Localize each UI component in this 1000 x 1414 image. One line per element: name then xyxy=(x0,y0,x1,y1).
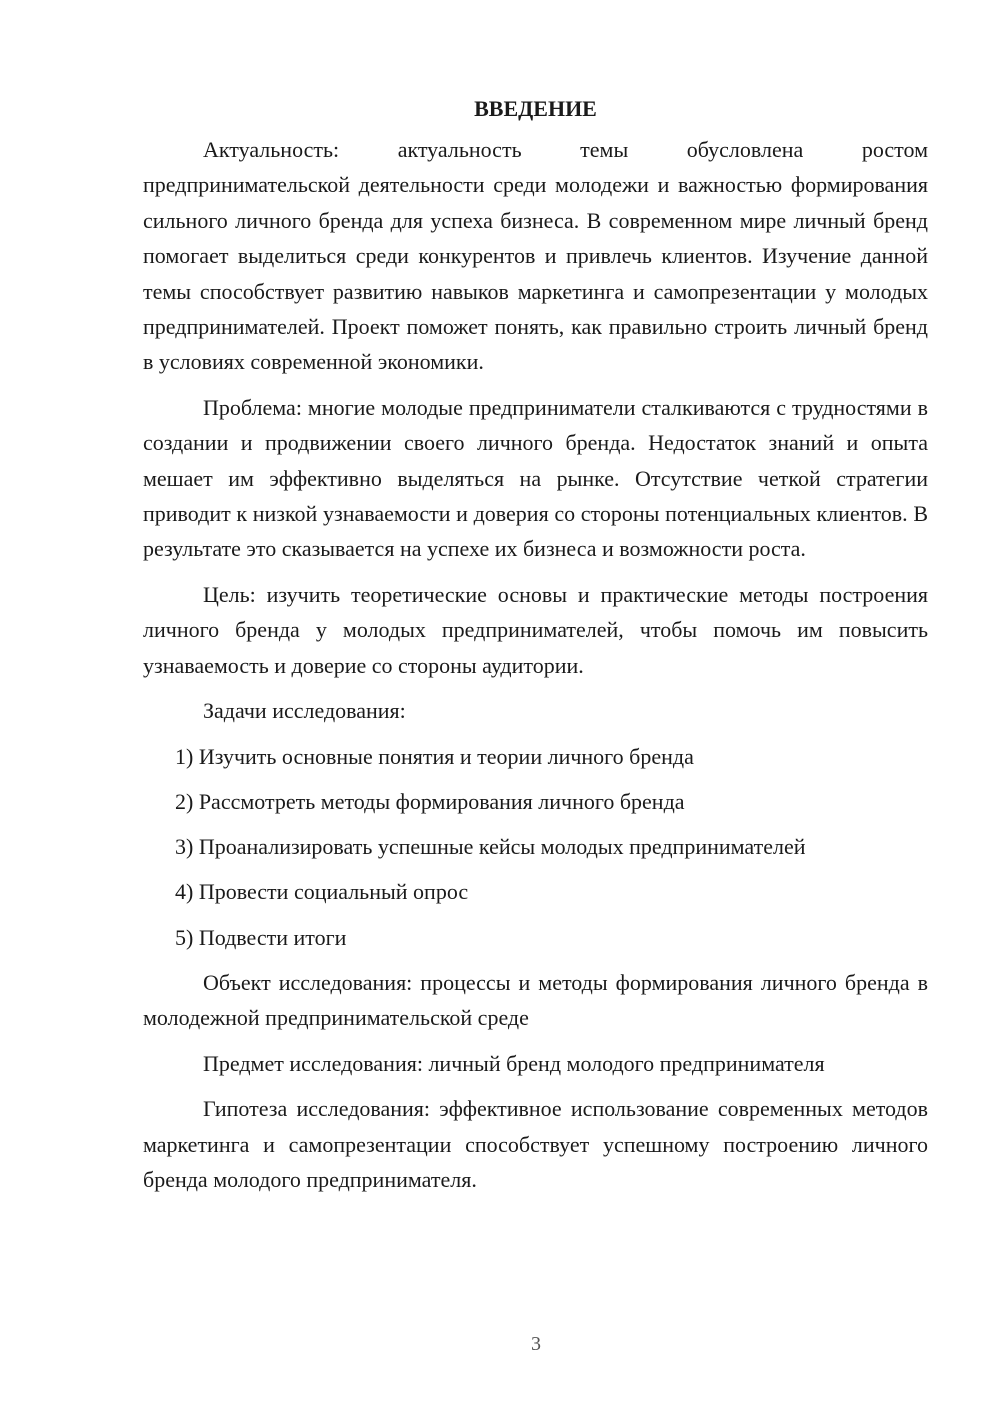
task-item: 5) Подвести итоги xyxy=(175,924,347,950)
task-list xyxy=(143,739,928,956)
page-number: 3 xyxy=(531,1333,541,1355)
tasks-heading: Задачи исследования: xyxy=(203,698,406,724)
paragraph-subject: Предмет исследования: личный бренд молодого предпринимателя xyxy=(203,1050,825,1076)
section-title: ВВЕДЕНИЕ xyxy=(474,96,597,121)
task-item: 4) Провести социальный опрос xyxy=(175,879,469,905)
task-item: 2) Рассмотреть методы формирования личного бренда xyxy=(175,788,685,814)
task-item: 1) Изучить основные понятия и теории личного бренда xyxy=(175,743,694,769)
task-item: 3) Проанализировать успешные кейсы молодых предпринимателей xyxy=(175,834,806,860)
paragraph-object: Объект исследования: процессы и методы формирования личного бренда в молодежной предпринимательской среде xyxy=(143,969,928,1031)
paragraph-problem: Проблема: многие молодые предприниматели сталкиваются с трудностями в создании и продвижении своего личного бренда. Недостаток знаний и опыта мешает им эффективно выделяться на рынке. Отсутствие четкой стратегии приводит к низкой узнаваемости и доверия со стороны потенциальных клиентов. В результате это сказывается на успехе их бизнеса и возможности роста. xyxy=(143,394,928,562)
paragraph-hypothesis: Гипотеза исследования: эффективное использование современных методов маркетинга и самопрезентации способствует успешному построению личного бренда молодого предпринимателя. xyxy=(143,1096,928,1193)
paragraph-relevance: Актуальность: актуальность темы обусловлена ростом предпринимательской деятельности среди молодежи и важностью формирования сильного личного бренда для успеха бизнеса. В современном мире личный бренд помогает выделиться среди конкурентов и привлечь клиентов. Изучение данной темы способствует развитию навыков маркетинга и самопрезентации у молодых предпринимателей. Проект поможет понять, как правильно строить личный бренд в условиях современной экономики. xyxy=(143,137,928,375)
paragraph-goal: Цель: изучить теоретические основы и практические методы построения личного бренда у молодых предпринимателей, чтобы помочь им повысить узнаваемость и доверие со стороны аудитории. xyxy=(143,581,928,678)
document-page xyxy=(143,92,928,1207)
